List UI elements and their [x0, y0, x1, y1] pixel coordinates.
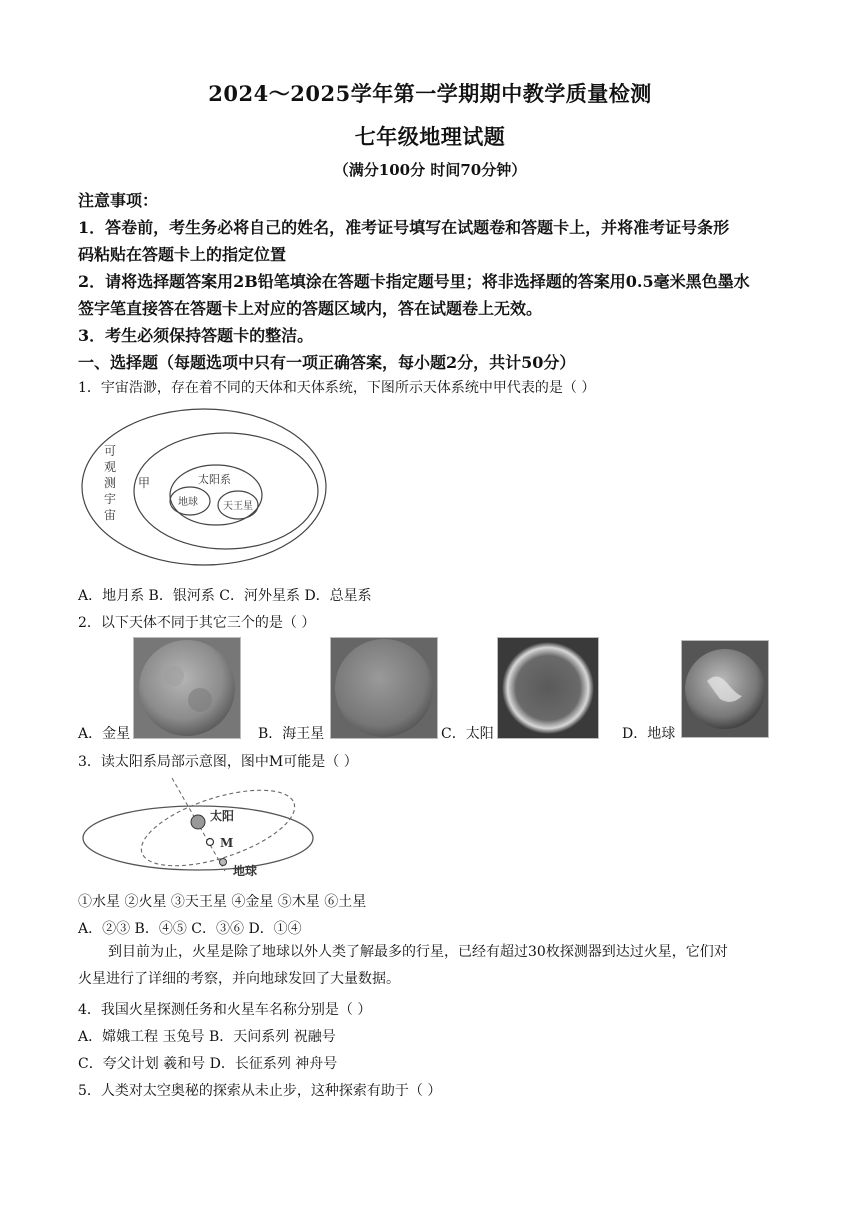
diagram-label-uranus: 天王星 [223, 501, 253, 512]
question-3-stem: 3．读太阳系局部示意图，图中M可能是（ ） [78, 754, 358, 770]
question-4-options-line-2: C．夸父计划 羲和号 D．长征系列 神舟号 [78, 1056, 338, 1072]
passage-line-2: 火星进行了详细的考察，并向地球发回了大量数据。 [78, 971, 400, 987]
exam-title: 2024～2025学年第一学期期中教学质量检测 [208, 81, 652, 106]
diagram-outer-char-5: 宙 [104, 508, 117, 522]
diagram-label-earth-orbit: 地球 [233, 864, 258, 878]
sun-image [497, 637, 599, 739]
question-3-choices: ①水星 ②火星 ③天王星 ④金星 ⑤木星 ⑥土星 [78, 894, 367, 910]
question-4-options-line-1: A．嫦娥工程 玉兔号 B．天问系列 祝融号 [78, 1029, 336, 1045]
earth-image [681, 640, 769, 738]
diagram-outer-char-1: 可 [104, 444, 117, 458]
question-2-stem: 2．以下天体不同于其它三个的是（ ） [78, 615, 316, 631]
diagram-label-m: M [220, 836, 234, 850]
passage-line-1: 到目前为止，火星是除了地球以外人类了解最多的行星，已经有超过30枚探测器到达过火星，它们对 [108, 944, 728, 960]
diagram-outer-char-2: 观 [104, 460, 117, 474]
question-2-option-a: A．金星 [78, 726, 131, 742]
question-4-stem: 4．我国火星探测任务和火星车名称分别是（ ） [78, 1002, 372, 1018]
notice-item-2-line-2: 签字笔直接答在答题卡上对应的答题区域内，答在试题卷上无效。 [78, 299, 543, 318]
solar-system-diagram [80, 776, 320, 886]
diagram-label-earth: 地球 [178, 497, 198, 508]
diagram-outer-char-3: 测 [104, 476, 117, 490]
question-2-option-b: B．海王星 [258, 726, 325, 742]
diagram-label-middle: 甲 [138, 476, 151, 490]
celestial-system-diagram [80, 405, 330, 570]
diagram-label-inner: 太阳系 [198, 473, 231, 486]
notice-item-1-line-2: 码粘贴在答题卡上的指定位置 [78, 245, 287, 264]
diagram-outer-char-4: 宇 [104, 492, 117, 506]
diagram-label-sun: 太阳 [210, 809, 235, 823]
section-1-heading: 一、选择题（每题选项中只有一项正确答案，每小题2分，共计50分） [78, 353, 576, 372]
exam-meta: （满分100分 时间70分钟） [333, 161, 527, 179]
question-5-stem: 5．人类对太空奥秘的探索从未止步，这种探索有助于（ ） [78, 1083, 442, 1099]
question-2-option-c: C．太阳 [441, 726, 494, 742]
exam-subtitle: 七年级地理试题 [354, 124, 506, 149]
notice-item-2-line-1: 2．请将选择题答案用2B铅笔填涂在答题卡指定题号里；将非选择题的答案用0.5毫米黑色墨水 [78, 272, 750, 291]
venus-image [133, 637, 241, 739]
question-2-option-d: D．地球 [622, 726, 676, 742]
question-1-stem: 1．宇宙浩渺，存在着不同的天体和天体系统，下图所示天体系统中甲代表的是（ ） [78, 380, 596, 396]
notice-heading: 注意事项： [78, 191, 159, 210]
question-1-options: A．地月系 B．银河系 C．河外星系 D．总星系 [78, 588, 372, 604]
question-3-options: A．②③ B．④⑤ C．③⑥ D．①④ [78, 921, 302, 937]
notice-item-3: 3．考生必须保持答题卡的整洁。 [78, 326, 314, 345]
neptune-image [330, 637, 438, 739]
notice-item-1-line-1: 1．答卷前，考生务必将自己的姓名，准考证号填写在试题卷和答题卡上，并将准考证号条形 [78, 218, 730, 237]
diagram-label-outer [104, 444, 120, 522]
